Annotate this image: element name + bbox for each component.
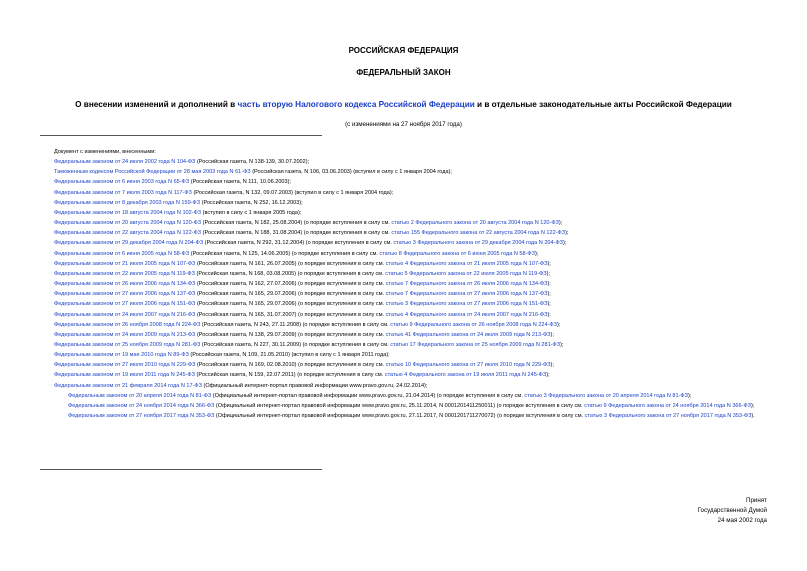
amendment-details: (Российская газета, N 161, 26.07.2005) (о порядке вступления в силу см. — [195, 260, 386, 267]
amendment-article-link[interactable]: статью 10 Федерального закона от 27 июля 2010 года N 229-ФЗ — [385, 362, 551, 369]
amendment-law-link[interactable]: Федеральным законом от 29 декабря 2004 года N 204-ФЗ — [54, 240, 204, 247]
acceptance-block — [698, 496, 767, 526]
amendment-details: (Официальный интернет-портал правовой информации www.pravo.gov.ru, 27.11.2017, N 0001201711270072) (о порядке вступления в силу см. — [214, 413, 585, 420]
amendment-details: (Российская газета, N 227, 30.11.2009) (о порядке вступления в силу см. — [200, 341, 391, 348]
amendment-details: (Российская газета, N 138, 29.07.2009) (о порядке вступления в силу см. — [195, 331, 386, 338]
amendment-end: ); — [547, 311, 551, 318]
amendment-item — [40, 249, 770, 259]
amendment-article-link[interactable]: статью 9 Федерального закона от 24 ноября 2014 года N 366-ФЗ — [584, 402, 752, 409]
amendment-law-link[interactable]: Федеральным законом от 27 июля 2006 года N 151-ФЗ — [54, 301, 196, 308]
amendment-details: (Российская газета, N 169, 02.08.2010) (о порядке вступления в силу см. — [195, 362, 386, 369]
amendment-end: ); — [546, 372, 550, 379]
amendment-article-link[interactable]: статью 4 Федерального закона от 19 июля 2011 года N 245-ФЗ — [384, 372, 547, 379]
amendment-item — [40, 167, 770, 177]
bottom-divider — [40, 469, 322, 470]
amendment-item — [40, 269, 770, 279]
amendment-law-link[interactable]: Федеральным законом от 27 июля 2010 года N 229-ФЗ — [54, 362, 196, 369]
amendment-details: (Российская газета, N 162, 27.07.2006) (о порядке вступления в силу см. — [195, 281, 386, 288]
amendment-details: (Официальный интернет-портал правовой информации www.pravo.gov.ru, 21.04.2014) (о порядке вступления в силу см. — [211, 392, 525, 399]
amendment-law-link[interactable]: Федеральным законом от 24 ноября 2014 года N 366-ФЗ — [68, 402, 215, 409]
amendment-law-link[interactable]: Федеральным законом от 24 июля 2009 года N 213-ФЗ — [54, 331, 196, 338]
revision-subtitle: (с изменениями на 27 ноября 2017 года) — [345, 121, 462, 128]
amendments-heading: Документ с изменениями, внесенными: — [54, 149, 156, 155]
amendment-article-link[interactable]: статью 9 Федерального закона от 26 ноября 2008 года N 224-ФЗ — [390, 321, 557, 328]
amendment-article-link[interactable]: статью 2 Федерального закона от 20 августа 2004 года N 120-ФЗ — [391, 220, 559, 227]
top-divider — [40, 135, 322, 136]
amendment-details: (Российская газета, N 182, 25.08.2004) (о порядке вступления в силу см. — [201, 220, 392, 227]
amendment-article-link[interactable]: статью 17 Федерального закона от 25 ноября 2009 года N 281-ФЗ — [390, 341, 561, 348]
amendment-article-link[interactable]: статью 155 Федерального закона от 22 августа 2004 года N 122-ФЗ — [391, 230, 566, 237]
amendment-law-link[interactable]: Федеральным законом от 27 июля 2006 года N 137-ФЗ — [54, 291, 196, 298]
amendment-details: (Российская газета, N 132, 09.07.2003) (вступил в силу с 1 января 2004 года); — [191, 189, 394, 196]
amendment-details: (Российская газета, N 109, 21.05.2010) (вступил в силу с 1 января 2011 года); — [188, 352, 390, 359]
amendment-law-link[interactable]: Федеральным законом от 19 июля 2011 года N 245-ФЗ — [54, 372, 195, 379]
amendment-item — [40, 381, 770, 391]
amendment-article-link[interactable]: статью 4 Федерального закона от 21 июля 2005 года N 107-ФЗ — [385, 260, 548, 267]
amendment-end: ); — [550, 331, 554, 338]
amendment-law-link[interactable]: Федеральным законом от 20 апреля 2014 года N 81-ФЗ — [68, 392, 212, 399]
amendment-end: ); — [547, 281, 551, 288]
amendment-item — [40, 279, 770, 289]
acceptance-line-2: Государственной Думой — [697, 507, 767, 514]
amendment-details: (Российская газета, N 188, 31.08.2004) (о порядке вступления в силу см. — [201, 230, 392, 237]
amendment-item — [40, 411, 770, 421]
amendment-law-link[interactable]: Федеральным законом от 24 июля 2002 года N 104-ФЗ — [54, 159, 196, 166]
law-type-heading: ФЕДЕРАЛЬНЫЙ ЗАКОН — [356, 68, 451, 77]
amendment-details: (Российская газета, N 165, 31.07.2007) (о порядке вступления в силу см. — [195, 311, 386, 318]
amendment-law-link[interactable]: Федеральным законом от 8 декабря 2003 года N 159-ФЗ — [54, 199, 201, 206]
amendment-end: ); — [558, 220, 563, 227]
amendment-item — [40, 391, 770, 401]
amendment-law-link[interactable]: Федеральным законом от 24 июля 2007 года N 216-ФЗ — [54, 311, 196, 318]
amendment-details: (Российская газета, N 243, 27.11.2008) (о порядке вступления в силу см. — [200, 321, 391, 328]
amendment-details: (Российская газета, N 252, 16.12.2003); — [200, 199, 303, 206]
amendment-law-link[interactable]: Федеральным законом от 21 февраля 2014 года N 17-ФЗ — [54, 382, 202, 389]
amendment-details: (вступил в силу с 1 января 2005 года); — [201, 209, 302, 216]
amendment-details: (Официальный интернет-портал правовой информации www.pravo.gov.ru, 25.11.2014, N 0001201411250011) (о порядке вступления в силу см. — [214, 402, 585, 409]
amendment-details: (Российская газета, N 292, 31.12.2004) (о порядке вступления в силу см. — [203, 240, 394, 247]
amendment-end: ); — [550, 362, 554, 369]
amendment-law-link[interactable]: Федеральным законом от 26 июля 2006 года N 134-ФЗ — [54, 281, 196, 288]
amendment-law-link[interactable]: Федеральным законом от 6 июня 2003 года N 65-ФЗ — [54, 179, 190, 186]
amendment-law-link[interactable]: Федеральным законом от 25 ноября 2009 года N 281-ФЗ — [54, 341, 201, 348]
amendment-item — [40, 320, 770, 330]
amendment-end: ); — [751, 402, 755, 409]
amendment-article-link[interactable]: статью 7 Федерального закона от 27 июля 2006 года N 137-ФЗ — [385, 291, 548, 298]
amendment-item — [40, 370, 770, 380]
amendment-item — [40, 350, 770, 360]
document-title — [0, 100, 807, 109]
amendment-law-link[interactable]: Федеральным законом от 20 августа 2004 года N 120-ФЗ — [54, 220, 202, 227]
amendment-end: ); — [565, 230, 569, 237]
amendment-article-link[interactable]: статью 3 Федерального закона от 20 апреля 2014 года N 81-ФЗ — [524, 392, 688, 399]
amendment-article-link[interactable]: статью 3 Федерального закона от 29 декабря 2004 года N 204-ФЗ — [393, 240, 564, 247]
amendment-law-link[interactable]: Федеральным законом от 21 июля 2005 года N 107-ФЗ — [54, 260, 196, 267]
amendment-law-link[interactable]: Федеральным законом от 27 ноября 2017 года N 353-ФЗ — [68, 413, 215, 420]
amendment-item — [40, 228, 770, 238]
title-suffix: и в отдельные законодательные акты Российской Федерации — [474, 100, 732, 109]
amendment-end: ). — [751, 413, 755, 420]
amendment-item — [40, 218, 770, 228]
amendment-article-link[interactable]: статью 3 Федерального закона от 27 июля 2006 года N 151-ФЗ — [385, 301, 548, 308]
amendment-details: (Российская газета, N 168, 03.08.2005) (о порядке вступления в силу см. — [195, 270, 386, 277]
acceptance-date: 24 мая 2002 года — [717, 517, 767, 524]
amendment-details: (Российская газета, N 111, 10.06.2003); — [189, 179, 291, 186]
amendment-end: ); — [535, 250, 539, 257]
amendment-item — [40, 177, 770, 187]
title-prefix: О внесении изменений и дополнений в — [75, 100, 238, 109]
amendment-end: ); — [547, 291, 551, 298]
amendment-end: ); — [547, 301, 551, 308]
amendment-item — [40, 299, 770, 309]
amendment-item — [40, 238, 770, 248]
amendment-end: ); — [546, 270, 551, 277]
amendment-details: (Российская газета, N 165, 29.07.2006) (о порядке вступления в силу см. — [195, 301, 386, 308]
country-heading: РОССИЙСКАЯ ФЕДЕРАЦИЯ — [348, 46, 459, 55]
title-link[interactable]: часть вторую Налогового кодекса Российской Федерации — [237, 100, 475, 109]
amendment-law-link[interactable]: Федеральным законом от 19 мая 2010 года N 89-ФЗ — [54, 352, 189, 359]
amendment-article-link[interactable]: статью 8 Федерального закона от 6 июня 2005 года N 58-ФЗ — [379, 250, 536, 257]
amendment-end: ); — [557, 321, 561, 328]
amendment-details: (Российская газета, N 159, 22.07.2011) (о порядке вступления в силу см. — [195, 372, 385, 379]
amendment-law-link[interactable]: Федеральным законом от 7 июля 2003 года N 117-ФЗ — [54, 189, 192, 196]
amendment-item — [40, 340, 770, 350]
acceptance-line-1: Принят — [746, 497, 767, 504]
amendment-details: (Российская газета, N 106, 03.06.2003) (вступил в силу с 1 января 2004 года); — [250, 169, 452, 176]
amendment-article-link[interactable]: статью 4 Федерального закона от 24 июля 2007 года N 216-ФЗ — [385, 311, 548, 318]
amendment-law-link[interactable]: Федеральным законом от 22 августа 2004 года N 122-ФЗ — [54, 230, 202, 237]
amendments-list — [40, 147, 770, 421]
amendment-details: (Российская газета, N 125, 14.06.2005) (о порядке вступления в силу см. — [189, 250, 380, 257]
amendment-item — [40, 310, 770, 320]
amendment-law-link[interactable]: Федеральным законом от 22 июля 2005 года N 119-ФЗ — [54, 270, 195, 277]
amendment-law-link[interactable]: Федеральным законом от 26 ноября 2008 года N 224-ФЗ — [54, 321, 201, 328]
amendment-details: (Российская газета, N 165, 29.07.2006) (о порядке вступления в силу см. — [195, 291, 386, 298]
amendment-item — [40, 198, 770, 208]
amendment-law-link[interactable]: Федеральным законом от 6 июня 2005 года N 58-ФЗ — [54, 250, 190, 257]
amendment-end: ); — [547, 260, 551, 267]
amendment-end: ); — [560, 341, 564, 348]
amendment-item — [40, 259, 770, 269]
amendment-article-link[interactable]: статью 7 Федерального закона от 26 июля 2006 года N 134-ФЗ — [385, 281, 548, 288]
amendment-law-link[interactable]: Таможенным кодексом Российской Федерации от 28 мая 2003 года N 61-ФЗ — [54, 169, 251, 176]
amendment-item — [40, 157, 770, 167]
amendment-item — [40, 360, 770, 370]
amendment-details: (Официальный интернет-портал правовой информации www.pravo.gov.ru, 24.02.2014); — [201, 382, 428, 389]
amendment-article-link[interactable]: статью 5 Федерального закона от 22 июля 2005 года N 119-ФЗ — [385, 270, 547, 277]
amendment-item — [40, 289, 770, 299]
amendment-law-link[interactable]: Федеральным законом от 18 августа 2004 года N 102-ФЗ — [54, 209, 202, 216]
amendment-end: ); — [563, 240, 567, 247]
amendment-item — [40, 330, 770, 340]
amendment-item — [40, 401, 770, 411]
amendment-item — [40, 188, 770, 198]
amendment-article-link[interactable]: статью 3 Федерального закона от 27 ноября 2017 года N 353-ФЗ — [584, 413, 752, 420]
amendment-item — [40, 208, 770, 218]
amendment-details: (Российская газета, N 138-139, 30.07.2002); — [195, 159, 310, 166]
amendment-article-link[interactable]: статью 41 Федерального закона от 24 июля 2009 года N 213-ФЗ — [385, 331, 551, 338]
amendment-end: ); — [688, 392, 692, 399]
